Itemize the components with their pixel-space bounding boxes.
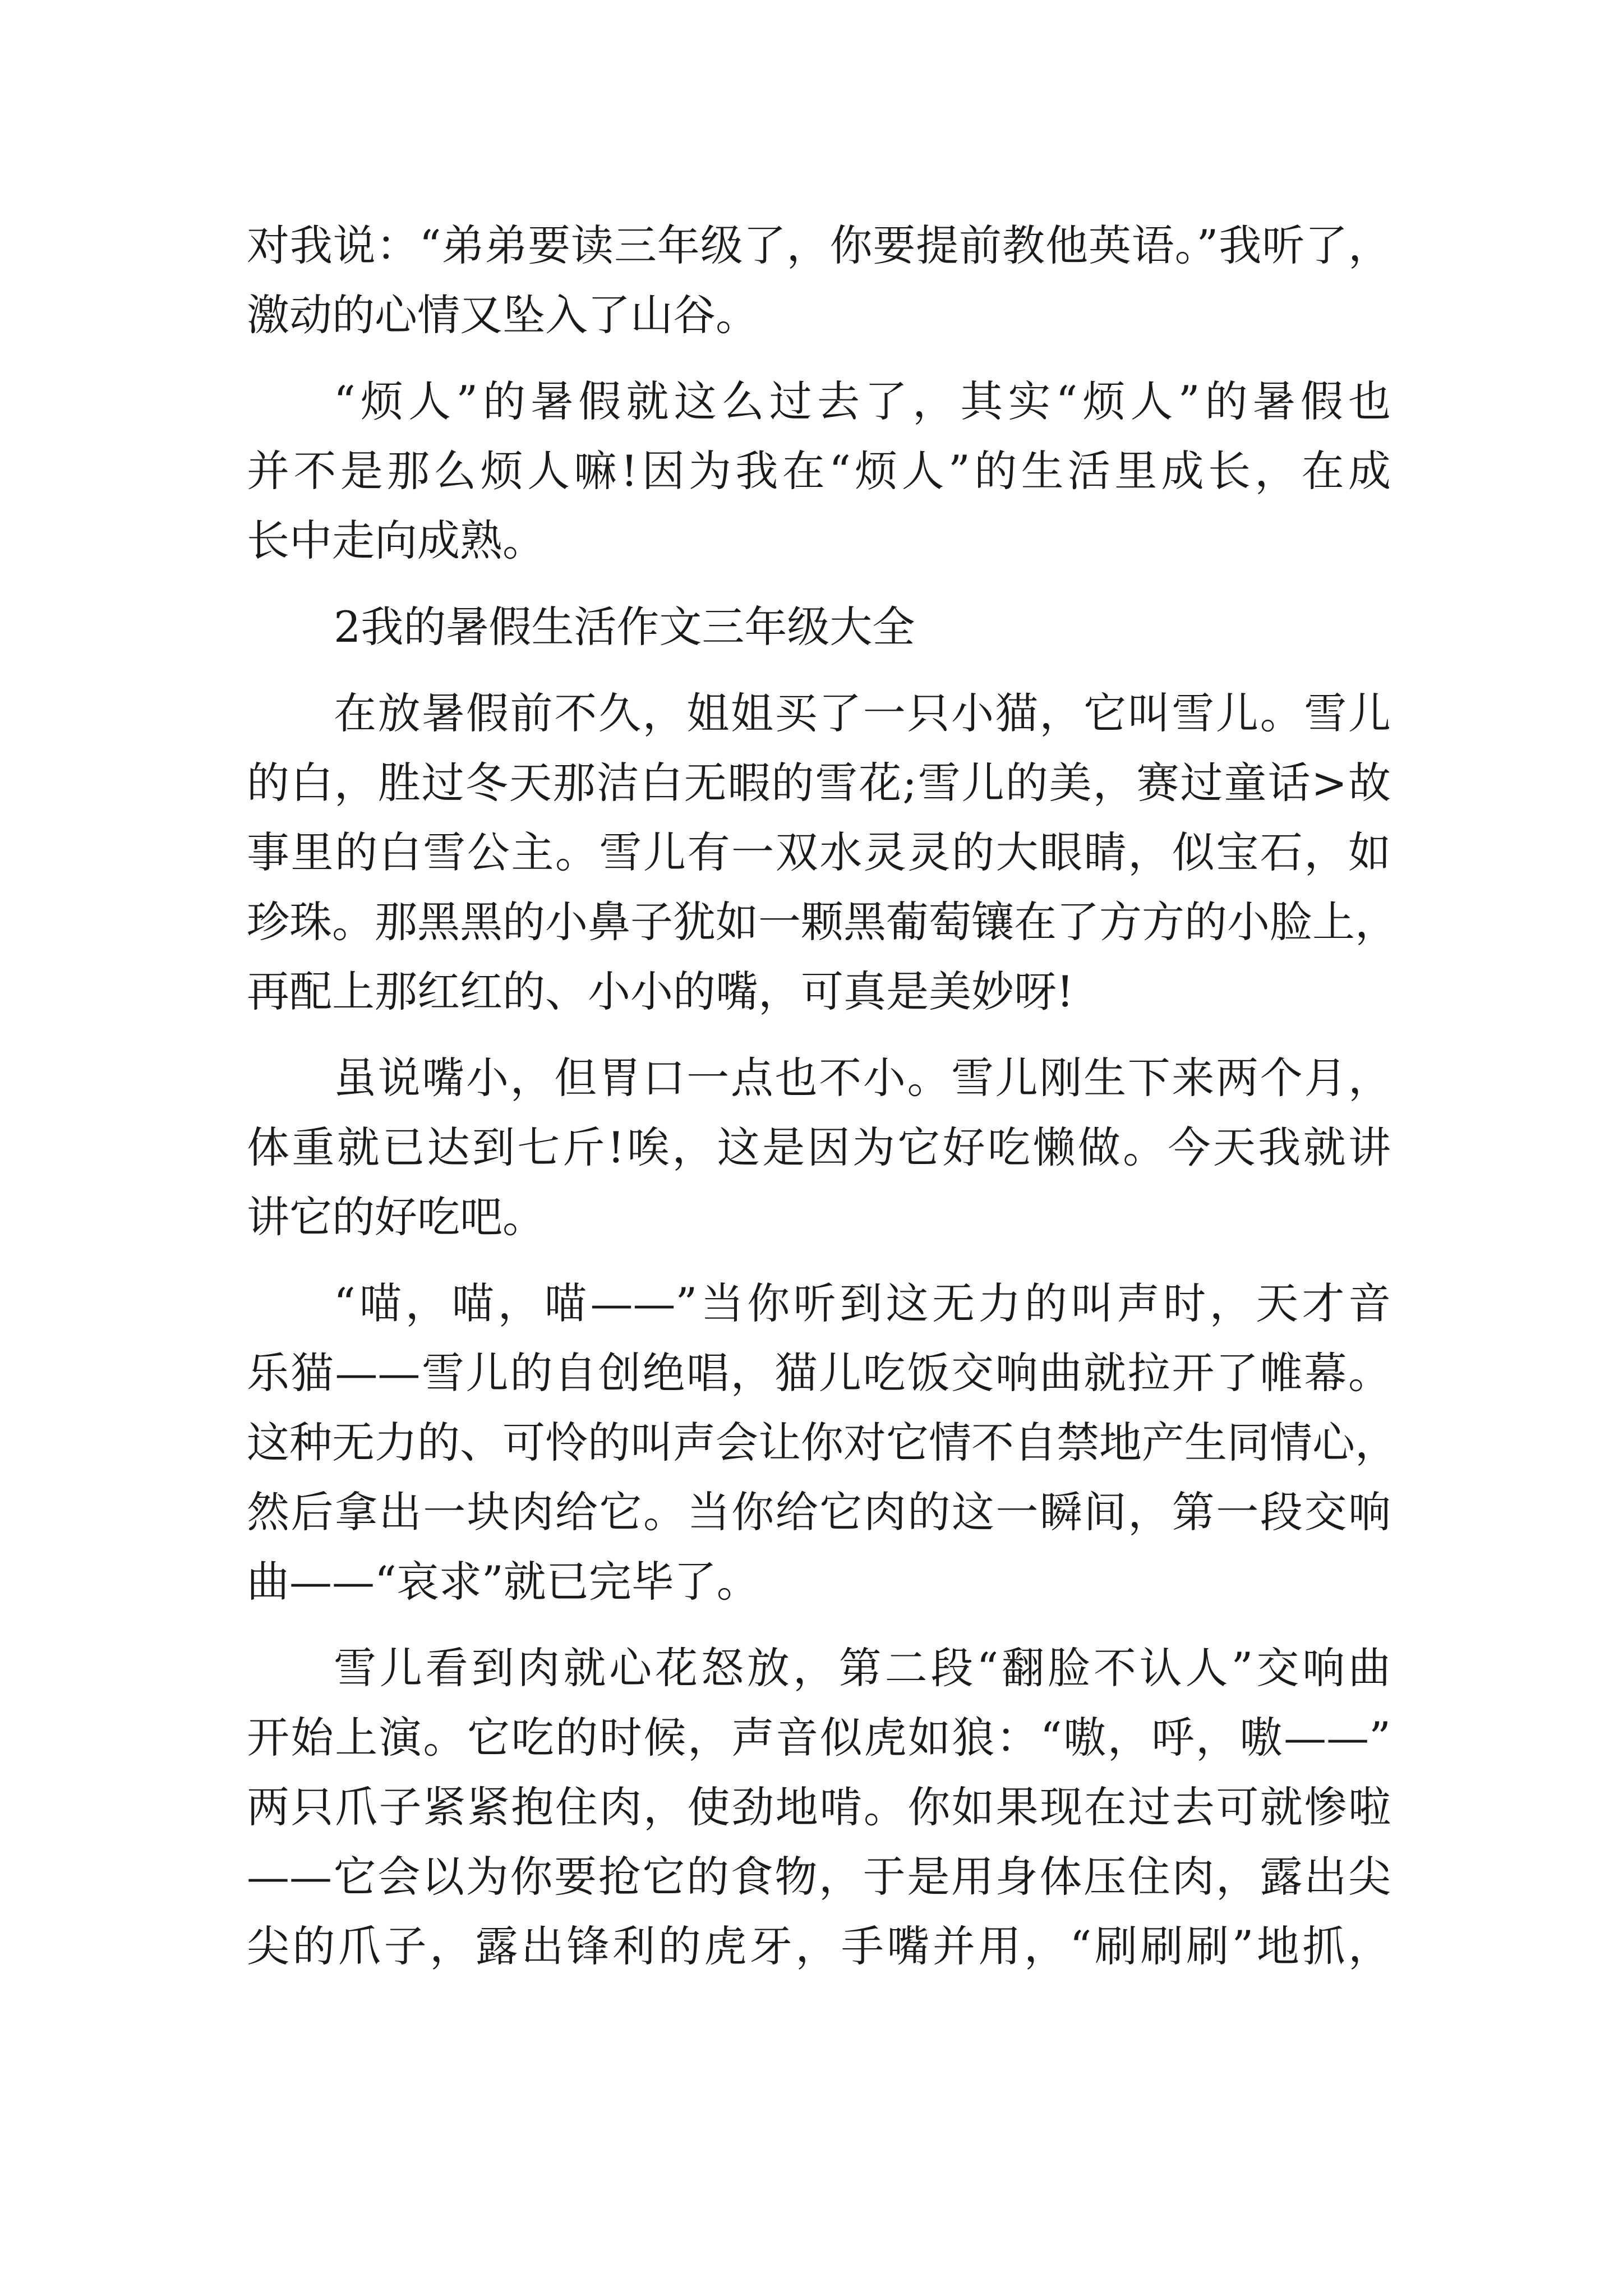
text-line: 并不是那么烦人嘛!因为我在“烦人”的生活里成长，在成 [247, 446, 1391, 496]
text-line: 乐猫——雪儿的自创绝唱，猫儿吃饭交响曲就拉开了帷幕。 [247, 1348, 1391, 1398]
text-line: 再配上那红红的、小小的嘴，可真是美妙呀! [247, 967, 1074, 1016]
text-line: 在放暑假前不久，姐姐买了一只小猫，它叫雪儿。雪儿 [334, 688, 1391, 738]
text-line: 曲——“哀求”就已完毕了。 [247, 1557, 759, 1607]
text-line: ——它会以为你要抢它的食物，于是用身体压住肉，露出尖 [247, 1852, 1391, 1902]
text-line: 的白，胜过冬天那洁白无暇的雪花;雪儿的美，赛过童话>故 [247, 758, 1391, 808]
text-line: “烦人”的暑假就这么过去了，其实“烦人”的暑假也 [334, 376, 1391, 426]
text-line: 激动的心情又坠入了山谷。 [247, 290, 758, 340]
text-line: 开始上演。它吃的时候，声音似虎如狼：“嗷，呼，嗷——” [247, 1713, 1391, 1763]
text-line: 这种无力的、可怜的叫声会让你对它情不自禁地产生同情心， [247, 1418, 1398, 1467]
text-line: 长中走向成熟。 [247, 516, 545, 565]
text-line: 讲它的好吃吧。 [247, 1192, 545, 1242]
text-line: 雪儿看到肉就心花怒放，第二段“翻脸不认人”交响曲 [334, 1643, 1391, 1693]
text-line: 对我说：“弟弟要读三年级了，你要提前教他英语。”我听了， [247, 220, 1391, 270]
text-line: “喵，喵，喵——”当你听到这无力的叫声时，天才音 [334, 1278, 1391, 1328]
text-line: 尖的爪子，露出锋利的虎牙，手嘴并用，“刷刷刷”地抓， [247, 1921, 1391, 1971]
text-line: 珍珠。那黑黑的小鼻子犹如一颗黑葡萄镶在了方方的小脸上， [247, 897, 1398, 947]
text-line: 两只爪子紧紧抱住肉，使劲地啃。你如果现在过去可就惨啦 [247, 1782, 1391, 1832]
text-line: 事里的白雪公主。雪儿有一双水灵灵的大眼睛，似宝石，如 [247, 827, 1391, 877]
text-line: 体重就已达到七斤!唉，这是因为它好吃懒做。今天我就讲 [247, 1122, 1391, 1172]
section-heading: 2我的暑假生活作文三年级大全 [334, 602, 915, 652]
text-line: 虽说嘴小，但胃口一点也不小。雪儿刚生下来两个月， [334, 1053, 1391, 1103]
text-line: 然后拿出一块肉给它。当你给它肉的这一瞬间，第一段交响 [247, 1487, 1391, 1537]
